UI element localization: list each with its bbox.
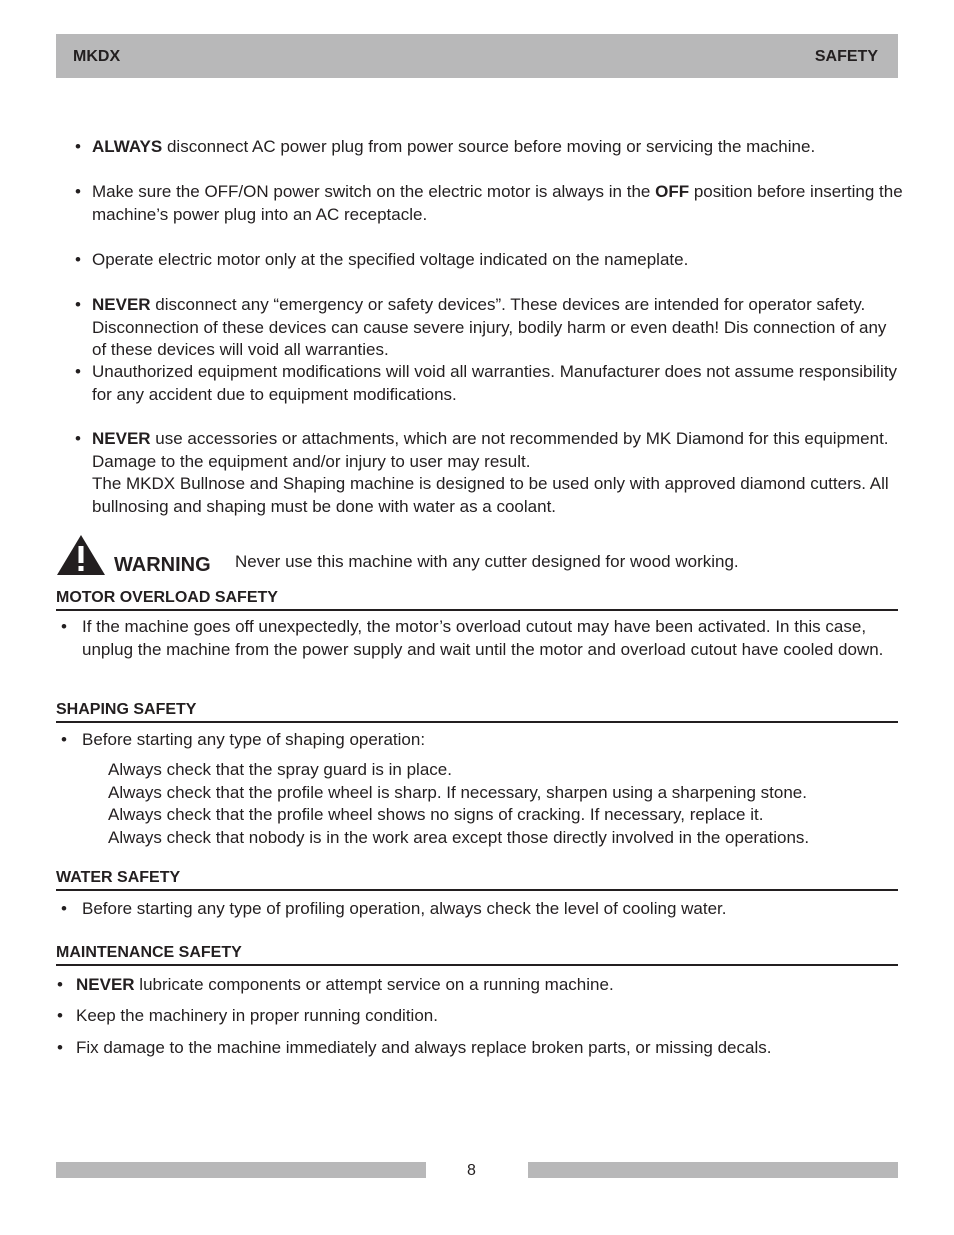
header-model: MKDX <box>73 48 121 65</box>
bullet-text: disconnect AC power plug from power source before moving or servicing the machine. <box>162 137 816 156</box>
checklist-item: Always check that the spray guard is in place. <box>108 760 452 779</box>
bullet-dot: • <box>75 182 81 201</box>
bullet-text: Make sure the OFF/ON power switch on the electric motor is always in the <box>92 182 656 201</box>
checklist-item: Always check that the profile wheel is sharp. If necessary, sharpen using a sharpening stone. <box>108 782 807 802</box>
checklist-item: Always check that the profile wheel shows no signs of cracking. If necessary, replace it. <box>108 805 764 824</box>
emphasis: NEVER <box>92 295 151 314</box>
section-heading-shaping: SHAPING SAFETY <box>56 701 898 723</box>
bullet-text: Operate electric motor only at the specified voltage indicated on the nameplate. <box>92 250 689 269</box>
list-item <box>75 361 905 406</box>
footer-bar-right <box>528 1162 898 1178</box>
bullet-dot: • <box>57 975 63 994</box>
bullet-text: disconnect any “emergency or safety devices”. These devices are intended for operator safety. Disconnection of these devices can cause severe injury, bodily harm or even death! Dis connection of any of these devices will void all warranties. <box>92 295 887 359</box>
list-item <box>75 181 905 226</box>
bullet-dot: • <box>75 429 81 448</box>
footer-bar-left <box>56 1162 426 1178</box>
bullet-dot: • <box>75 295 81 314</box>
bullet-text: Unauthorized equipment modifications will void all warranties. Manufacturer does not assume responsibility for any accident due to equipment modifications. <box>92 362 898 404</box>
bullet-text: If the machine goes off unexpectedly, the motor’s overload cutout may have been activated. In this case, unplug the machine from the power supply and wait until the motor and overload cutout have cooled down. <box>82 617 884 659</box>
section-heading-water: WATER SAFETY <box>56 869 898 891</box>
bullet-text: Fix damage to the machine immediately and always replace broken parts, or missing decals. <box>76 1038 772 1057</box>
page-header <box>56 34 898 78</box>
bullet-text: Keep the machinery in proper running condition. <box>76 1006 438 1025</box>
bullet-dot: • <box>75 250 81 269</box>
list-item <box>61 729 901 752</box>
bullet-dot: • <box>57 1038 63 1057</box>
shaping-checklist <box>108 759 908 849</box>
bullet-dot: • <box>61 730 67 749</box>
bullet-dot: • <box>61 617 67 636</box>
list-item <box>75 249 905 272</box>
list-item <box>75 428 905 518</box>
bullet-text: Before starting any type of profiling operation, always check the level of cooling water. <box>82 899 727 918</box>
bullet-text: The MKDX Bullnose and Shaping machine is designed to be used only with approved diamond cutters. All bullnosing and shaping must be done with water as a coolant. <box>92 474 889 516</box>
list-item <box>57 974 897 997</box>
emphasis: OFF <box>655 182 690 201</box>
bullet-text: use accessories or attachments, which are not recommended by MK Diamond for this equipment. Damage to the equipment and/or injury to user may result. <box>92 429 889 471</box>
list-item <box>57 1005 897 1028</box>
bullet-text: lubricate components or attempt service on a running machine. <box>134 975 614 994</box>
section-heading-motor: MOTOR OVERLOAD SAFETY <box>56 589 898 611</box>
warning-label: WARNING <box>114 554 211 576</box>
list-item <box>57 1037 897 1060</box>
bullet-text: Before starting any type of shaping operation: <box>82 730 426 749</box>
list-item <box>75 136 905 159</box>
warning-callout <box>56 534 906 578</box>
bullet-dot: • <box>57 1006 63 1025</box>
list-item <box>61 898 901 921</box>
bullet-dot: • <box>61 899 67 918</box>
emphasis: ALWAYS <box>92 137 163 156</box>
section-heading-maintenance: MAINTENANCE SAFETY <box>56 944 898 966</box>
emphasis: NEVER <box>76 975 135 994</box>
bullet-text: position before inserting the machine’s power plug into an AC receptacle. <box>92 182 903 224</box>
emphasis: NEVER <box>92 429 151 448</box>
list-item <box>61 616 901 661</box>
list-item <box>75 294 905 362</box>
warning-text: Never use this machine with any cutter designed for wood working. <box>235 552 739 571</box>
header-section: SAFETY <box>814 48 878 65</box>
page-number: 8 <box>467 1162 476 1179</box>
checklist-item: Always check that nobody is in the work area except those directly involved in the operations. <box>108 827 810 847</box>
warning-triangle-icon <box>56 534 106 576</box>
bullet-dot: • <box>75 362 81 381</box>
bullet-dot: • <box>75 137 81 156</box>
